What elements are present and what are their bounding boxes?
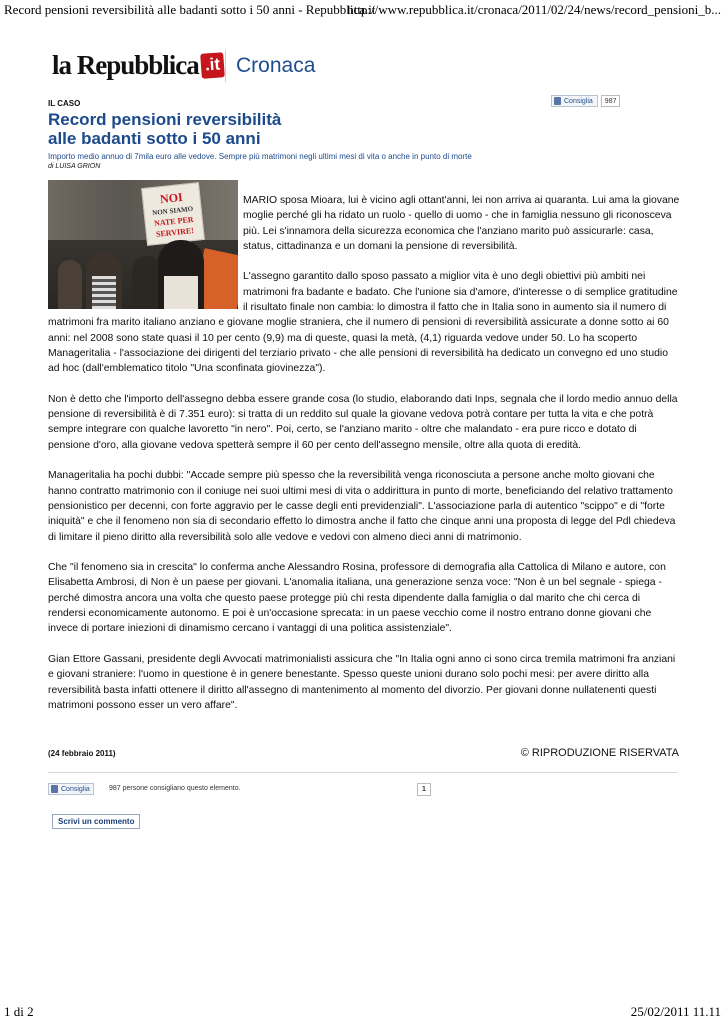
masthead-divider xyxy=(225,50,226,82)
print-page-url: http://www.repubblica.it/cronaca/2011/02/24/news/record_pensioni_b... xyxy=(347,2,721,17)
article-kicker: IL CASO xyxy=(48,99,81,108)
article-title xyxy=(48,110,448,148)
like-summary: 987 persone consigliano questo elemento. xyxy=(109,785,241,792)
masthead xyxy=(52,44,352,94)
copyright-notice: © RIPRODUZIONE RISERVATA xyxy=(520,747,679,759)
article-paragraph: Non è detto che l'importo dell'assegno debba essere grande cosa (lo studio, elaborando dati Inps, segnala che il lordo medio annuo della pensione di reversibilità è di 7.351 euro): si tratta di un reddito sul quale la giovane vedova potrà contare per tutta la vita e che potrà sempre integrare con qualche lavoretto "in nero". Poi, certo, se l'anziano marito - oltre che malandato - era pure ricco e dotato di pensione d'oro, alla giovane vedova spetterà sempre il 60 per cento dell'assegno mensile, oltre alla quota di eredità. xyxy=(48,393,678,451)
sign-line-1: NOI xyxy=(159,189,184,207)
logo-wordmark: la Repubblica xyxy=(52,49,199,80)
article-title-line-2: alle badanti sotto i 50 anni xyxy=(48,129,261,148)
like-count: 987 xyxy=(601,95,621,107)
print-footer xyxy=(4,1004,721,1020)
sign-line-3: NATE PER xyxy=(153,214,194,229)
sign-line-4: SERVIRE! xyxy=(155,225,195,239)
like-button-label: Consiglia xyxy=(61,786,90,793)
section-name[interactable]: Cronaca xyxy=(236,54,316,77)
thumbs-up-icon xyxy=(51,785,58,793)
print-page-title: Record pensioni reversibilità alle badanti sotto i 50 anni - Repubblica.it xyxy=(4,2,376,17)
article-body xyxy=(48,189,680,728)
like-widget-bottom xyxy=(48,783,431,796)
article-paragraph: L'assegno garantito dallo sposo passato a miglior vita è uno degli obiettivi più ambiti nei matrimoni fra badante e badato. Che l'unione sia d'amore, d'interesse o di semplice gratitudine il risultato finale non cambia: lo dimostra il fatto che in Italia sono in aumento sia il numero di matrimoni fra marito italiano anziano e giovane moglie straniera, che il numero di pensioni di reversibilità assicurate a donne sotto ai 60 anni: nel 2008 sono state quasi il 10 per cento (9,9) ma di queste, quasi la metà, (4,1) riguarda vedove under 50. Lo ha scoperto Manageritalia - l'associazione dei dirigenti del terziario privato - che alle pensioni di reversibilità ha dedicato un convegno ed uno studio ad hoc (dall'emblematico titolo "Una sconfinata giovinezza"). xyxy=(48,271,678,375)
article-paragraph: Gian Ettore Gassani, presidente degli Avvocati matrimonialisti assicura che "In Italia ogni anno ci sono circa tremila matrimoni fra anziani e giovani straniere: l'uomo in questione è in genere benestante. Spesso queste unioni durano solo pochi mesi: per avere diritto alla reversibilità basta infatti ottenere il diritto all'assegno di mantenimento al momento del divorzio. Per giovani donne nullatenenti questi matrimoni possono esser un vero affare". xyxy=(48,653,676,711)
article-paragraph: Che "il fenomeno sia in crescita" lo conferma anche Alessandro Rosina, professore di demografia alla Cattolica di Milano e autore, con Elisabetta Ambrosi, di Non è un paese per giovani. L'anomalia italiana, una generazione senza voce: "Non è un bel segnale - spiega - perché dimostra ancora una volta che questo paese protegge più chi resta dipendente dalla famiglia o dal marito che chi cerca di rendersi economicamente autonomo. E poi è un'occasione sprecata: in un paese vecchio come il nostro entrano donne giovani che invece di portare iniezioni di dinamismo cercano i vantaggi di una politica assistenziale". xyxy=(48,562,666,635)
article-paragraph: MARIO sposa Mioara, lui è vicino agli ottant'anni, lei non arriva ai quaranta. Lui ama la giovane moglie perché gli ha ridato un ruolo - quello di uomo - che in famiglia nessuno gli riconosceva più. Lei s'innamora della sicurezza economica che l'anziano marito può assicurarle: casa, status, cittadinanza e un domani la pensione di reversibilità. xyxy=(243,195,680,252)
repubblica-logo[interactable] xyxy=(52,48,224,82)
divider xyxy=(48,772,678,773)
article-title-line-1: Record pensioni reversibilità xyxy=(48,110,282,129)
print-header xyxy=(4,2,721,18)
print-timestamp: 25/02/2011 11.11 xyxy=(630,1004,721,1019)
logo-it-badge: .it xyxy=(200,52,225,79)
like-button[interactable] xyxy=(551,95,598,107)
article-subtitle: Importo medio annuo di 7mila euro alle vedove. Sempre più matrimoni negli ultimi mesi di vita o anche in punto di morte xyxy=(48,152,472,161)
page-indicator: 1 xyxy=(417,783,431,796)
article-byline: di LUISA GRION xyxy=(48,163,101,170)
thumbs-up-icon xyxy=(554,97,561,105)
article-paragraph: Manageritalia ha pochi dubbi: "Accade sempre più spesso che la reversibilità venga riconosciuta a persone anche molto giovani che hanno contratto matrimonio con il coniuge nei suoi ultimi mesi di vita o addirittura in punto di morte, beneficiando del relativo trattamento pensionistico per decenni, con forte aggravio per le casse degli enti previdenziali". L'associazione parla di autentico "scippo" e di "forte iniquità" e che il fenomeno non sia di secondario effetto lo dimostra anche il fatto che cinque anni una proposta di legge del Pdl chiedeva di limitare il pieno diritto alla reversibilità solo alle vedove e vedovi con almeno dieci anni di matrimonio. xyxy=(48,470,676,543)
article-date: (24 febbraio 2011) xyxy=(48,749,116,758)
photo-wrap-spacer xyxy=(48,189,240,315)
sign-line-2: NON SIAMO xyxy=(151,204,194,218)
like-button-label: Consiglia xyxy=(564,97,593,105)
write-comment-button[interactable]: Scrivi un commento xyxy=(52,814,140,829)
print-page-number: 1 di 2 xyxy=(4,1004,34,1019)
like-button[interactable] xyxy=(48,783,94,795)
like-widget-top xyxy=(551,94,620,107)
